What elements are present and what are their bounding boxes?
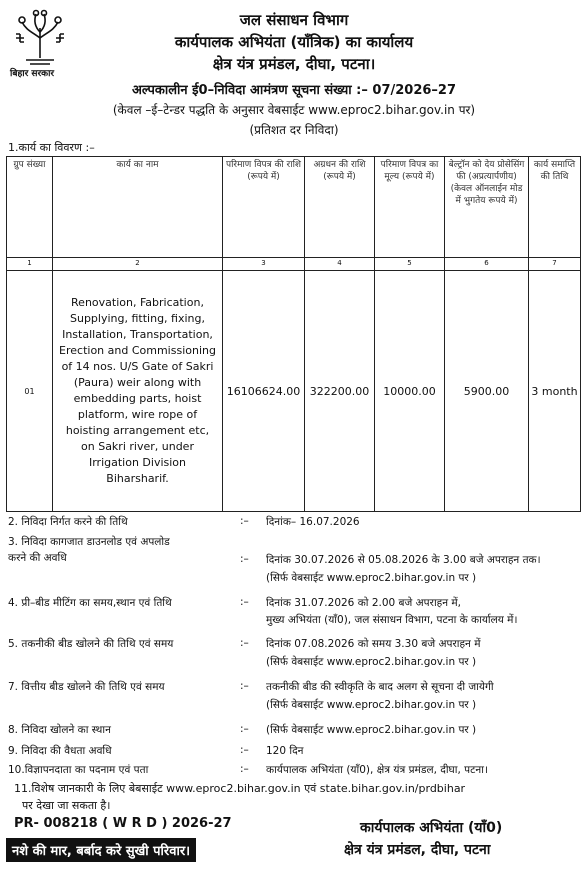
detail-label: 10.विज्ञापनदाता का पदनाम एवं पता xyxy=(8,764,149,776)
detail-label: 5. तकनीकी बीड खोलने की तिथि एवं समय xyxy=(8,638,174,650)
detail-value: दिनांक 31.07.2026 को 2.00 बजे अपराहन में, xyxy=(266,597,462,609)
cell-work-name: Renovation, Fabrication, Supplying, fitting, fixing, Installation, Transportation, Erection and Commissioning of 14 nos. U/S Gate of Sakri (Paura) weir along with embedding parts, hoist platform, wire rope of hoisting arrangement etc, on Sakri river, under Irrigation Division Biharsharif. xyxy=(53,271,223,512)
detail-label: 4. प्री–बीड मीटिंग का समय,स्थान एवं तिथि xyxy=(8,597,172,609)
detail-separator: :– xyxy=(240,680,249,692)
signatory-office: क्षेत्र यंत्र प्रमंडल, दीघा, पटना xyxy=(344,842,491,858)
detail-label: 9. निविदा की वैधता अवधि xyxy=(8,745,112,757)
col-number: 6 xyxy=(445,258,529,271)
col-number: 4 xyxy=(305,258,375,271)
logo-caption: बिहार सरकार xyxy=(10,69,55,79)
detail-label: 3. निविदा कागजात डाउनलोड एवं अपलोड xyxy=(8,536,170,548)
detail-value: (सिर्फ वेबसाईट www.eproc2.bihar.gov.in पर ) xyxy=(266,724,477,736)
cell-earnest-money: 322200.00 xyxy=(305,271,375,512)
detail-label-cont: करने की अवधि xyxy=(8,552,67,564)
col-header-group: ग्रुप संख्या xyxy=(7,157,53,258)
cell-processing-fee: 5900.00 xyxy=(445,271,529,512)
cell-bill-cost: 10000.00 xyxy=(375,271,445,512)
col-number: 3 xyxy=(223,258,305,271)
detail-value-cont: (सिर्फ वेबसाईट www.eproc2.bihar.gov.in पर ) xyxy=(266,656,477,668)
table-number-row xyxy=(7,258,581,271)
detail-separator: :– xyxy=(240,744,249,756)
col-number: 7 xyxy=(529,258,581,271)
col-header-bill-amount: परिमाण विपत्र की राशि (रूपये में) xyxy=(223,157,305,258)
anti-drug-slogan: नशे की मार, बर्बाद करे सुखी परिवार। xyxy=(6,838,196,862)
notice-title: अल्पकालीन ई0–निविदा आमंत्रण सूचना संख्या :– 07/2026–27 xyxy=(131,83,457,98)
detail-value: 120 दिन xyxy=(266,745,304,757)
col-header-bill-cost: परिमाण विपत्र का मूल्य (रूपये में) xyxy=(375,157,445,258)
notice-rate-type: (प्रतिशत दर निविदा) xyxy=(249,123,339,137)
detail-separator: :– xyxy=(240,553,249,565)
col-header-work-name: कार्य का नाम xyxy=(53,157,223,258)
detail-separator: :– xyxy=(240,723,249,735)
division-name: क्षेत्र यंत्र प्रमंडल, दीघा, पटना। xyxy=(212,55,376,73)
detail-separator: :– xyxy=(240,515,249,527)
detail-value-cont: (सिर्फ वेबसाईट www.eproc2.bihar.gov.in पर ) xyxy=(266,699,477,711)
col-header-processing-fee: बेल्ट्रॉन को देय प्रोसेसिंग फी (अप्रत्यार्पणीय) (केवल ऑनलाईन मोड में भुगतेय रूपये में) xyxy=(445,157,529,258)
col-header-completion: कार्य समाप्ति की तिथि xyxy=(529,157,581,258)
detail-label: 7. वित्तीय बीड खोलने की तिथि एवं समय xyxy=(8,681,165,693)
detail-separator: :– xyxy=(240,763,249,775)
more-info-line1: 11.विशेष जानकारी के लिए बेबसाईट www.eproc2.bihar.gov.in एवं state.bihar.gov.in/prdbihar xyxy=(14,782,466,795)
notice-subtitle: (केवल –ई–टेन्डर पद्धति के अनुसार वेबसाईट www.eproc2.bihar.gov.in पर) xyxy=(112,103,476,117)
office-name: कार्यपालक अभियंता (यॉंत्रिक) का कार्यालय xyxy=(174,33,414,51)
detail-value: दिनांक– 16.07.2026 xyxy=(266,516,360,528)
table-header-row xyxy=(7,157,581,258)
table-row xyxy=(7,271,581,512)
detail-value: तकनीकी बीड की स्वीकृति के बाद अलग से सूचना दी जायेगी xyxy=(266,681,494,693)
signatory-designation: कार्यपालक अभियंता (यॉं0) xyxy=(360,820,503,836)
detail-value-cont: (सिर्फ वेबसाईट www.eproc2.bihar.gov.in पर ) xyxy=(266,572,477,584)
cell-group: 01 xyxy=(7,271,53,512)
detail-label: 2. निविदा निर्गत करने की तिथि xyxy=(8,516,128,528)
detail-separator: :– xyxy=(240,596,249,608)
detail-value: दिनांक 30.07.2026 से 05.08.2026 के 3.00 बजे अपराहन तक। xyxy=(266,554,541,566)
department-name: जल संसाधन विभाग xyxy=(239,11,349,29)
more-info-line2: पर देखा जा सकता है। xyxy=(22,799,111,812)
work-details-table xyxy=(6,156,581,512)
press-release-number: PR- 008218 ( W R D ) 2026-27 xyxy=(14,816,232,831)
detail-value: कार्यपालक अभियंता (यॉं0), क्षेत्र यंत्र प्रमंडल, दीघा, पटना। xyxy=(266,764,488,776)
detail-separator: :– xyxy=(240,637,249,649)
detail-label: 8. निविदा खोलने का स्थान xyxy=(8,724,111,736)
cell-bill-amount: 16106624.00 xyxy=(223,271,305,512)
section-title: 1.कार्य का विवरण :– xyxy=(8,141,95,154)
detail-value-cont: मुख्य अभियंता (यॉं0), जल संसाधन विभाग, पटना के कार्यालय में। xyxy=(266,614,518,626)
cell-completion: 3 month xyxy=(529,271,581,512)
col-header-earnest-money: अग्रधन की राशि (रूपये में) xyxy=(305,157,375,258)
col-number: 5 xyxy=(375,258,445,271)
col-number: 2 xyxy=(53,258,223,271)
detail-value: दिनांक 07.08.2026 को समय 3.30 बजे अपराहन में xyxy=(266,638,481,650)
col-number: 1 xyxy=(7,258,53,271)
